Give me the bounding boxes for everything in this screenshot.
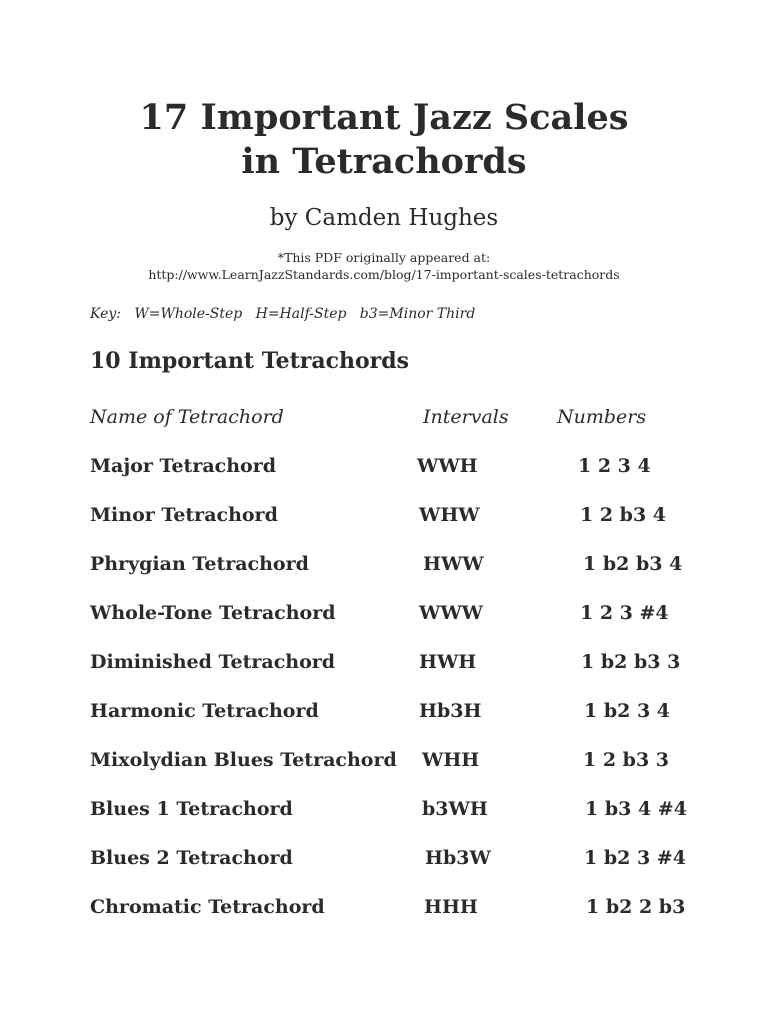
column-header-intervals: Intervals <box>423 406 509 428</box>
tetrachord-numbers: 1 b2 2 b3 <box>586 896 686 918</box>
source-note-line: *This PDF originally appeared at: <box>277 250 491 265</box>
tetrachord-intervals: HWH <box>419 651 477 673</box>
tetrachord-intervals: HWW <box>423 553 484 575</box>
page-title <box>0 96 768 184</box>
interval-key: Key: W=Whole-Step H=Half-Step b3=Minor Third <box>90 306 476 322</box>
table-row <box>0 798 768 828</box>
tetrachord-intervals: b3WH <box>422 798 488 820</box>
tetrachord-name: Phrygian Tetrachord <box>90 553 309 575</box>
title-line-1: 17 Important Jazz Scales <box>139 97 629 138</box>
table-row <box>0 602 768 632</box>
table-row <box>0 700 768 730</box>
column-header-numbers: Numbers <box>557 406 647 428</box>
table-row <box>0 651 768 681</box>
tetrachord-name: Diminished Tetrachord <box>90 651 336 673</box>
tetrachord-name: Minor Tetrachord <box>90 504 278 526</box>
tetrachord-numbers: 1 2 b3 4 <box>580 504 667 526</box>
table-row <box>0 455 768 485</box>
tetrachord-intervals: WWH <box>417 455 478 477</box>
tetrachord-intervals: Hb3H <box>419 700 482 722</box>
tetrachord-name: Blues 1 Tetrachord <box>90 798 293 820</box>
section-heading: 10 Important Tetrachords <box>90 348 409 374</box>
tetrachord-numbers: 1 b2 b3 4 <box>583 553 683 575</box>
table-row <box>0 749 768 779</box>
tetrachord-intervals: WWW <box>419 602 484 624</box>
tetrachord-name: Major Tetrachord <box>90 455 277 477</box>
tetrachord-numbers: 1 b2 3 4 <box>584 700 671 722</box>
tetrachord-numbers: 1 b2 3 #4 <box>584 847 686 869</box>
tetrachord-name: Harmonic Tetrachord <box>90 700 319 722</box>
tetrachord-numbers: 1 2 b3 3 <box>583 749 670 771</box>
source-note <box>0 249 768 283</box>
tetrachord-numbers: 1 b3 4 #4 <box>585 798 687 820</box>
source-url[interactable]: http://www.LearnJazzStandards.com/blog/17-important-scales-tetrachords <box>148 267 620 282</box>
tetrachord-numbers: 1 b2 b3 3 <box>581 651 681 673</box>
column-header-name: Name of Tetrachord <box>90 406 284 428</box>
tetrachord-name: Blues 2 Tetrachord <box>90 847 293 869</box>
tetrachord-name: Chromatic Tetrachord <box>90 896 325 918</box>
tetrachord-intervals: WHW <box>419 504 480 526</box>
table-row <box>0 847 768 877</box>
table-row <box>0 553 768 583</box>
table-row <box>0 504 768 534</box>
table-row <box>0 896 768 926</box>
tetrachord-name: Whole-Tone Tetrachord <box>90 602 336 624</box>
tetrachord-intervals: HHH <box>424 896 478 918</box>
tetrachord-numbers: 1 2 3 #4 <box>580 602 669 624</box>
tetrachord-intervals: WHH <box>422 749 480 771</box>
tetrachord-intervals: Hb3W <box>425 847 491 869</box>
author-byline: by Camden Hughes <box>269 205 499 231</box>
title-line-2: in Tetrachords <box>241 141 527 182</box>
tetrachord-numbers: 1 2 3 4 <box>578 455 651 477</box>
tetrachord-name: Mixolydian Blues Tetrachord <box>90 749 397 771</box>
